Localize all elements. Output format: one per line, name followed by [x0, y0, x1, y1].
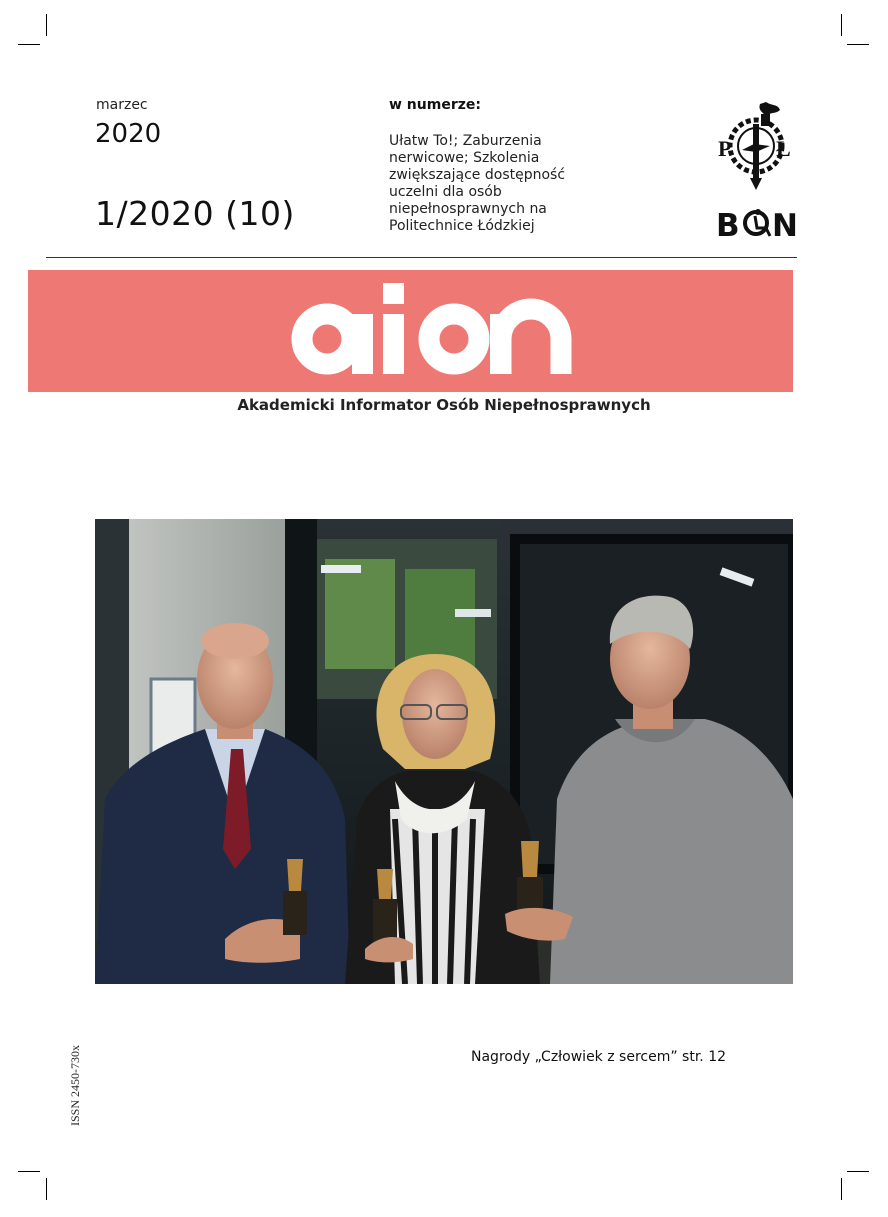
header-divider [46, 257, 797, 258]
crop-mark [46, 14, 47, 36]
in-issue-heading: w numerze: [389, 97, 481, 113]
crop-mark [18, 1171, 40, 1172]
crop-mark [841, 14, 842, 36]
crop-mark [841, 1178, 842, 1200]
crop-mark [18, 44, 40, 45]
office-logo [716, 204, 798, 240]
crop-mark [847, 1171, 869, 1172]
magazine-logo [291, 283, 583, 375]
issn-number: ISSN 2450-730x [68, 1044, 82, 1126]
in-issue-text: Ułatw To!; Zaburzenia nerwicowe; Szkolenia zwiększające dostępność uczelni dla osób niepełnosprawnych na Politechnice Łódzkiej [389, 133, 566, 234]
crop-mark [847, 44, 869, 45]
issue-month: marzec [96, 97, 148, 113]
magazine-subtitle: Akademicki Informator Osób Niepełnosprawnych [237, 396, 651, 414]
svg-text:Ł: Ł [776, 136, 791, 161]
photo-caption: Nagrody „Człowiek z sercem” str. 12 [471, 1049, 727, 1065]
cover-photo [95, 519, 793, 984]
svg-text:B: B [716, 208, 740, 240]
svg-text:N: N [772, 208, 798, 240]
university-logo [716, 100, 796, 192]
issue-year: 2020 [95, 119, 162, 149]
issue-number: 1/2020 (10) [95, 194, 295, 233]
crop-mark [46, 1178, 47, 1200]
svg-text:P: P [718, 136, 732, 161]
